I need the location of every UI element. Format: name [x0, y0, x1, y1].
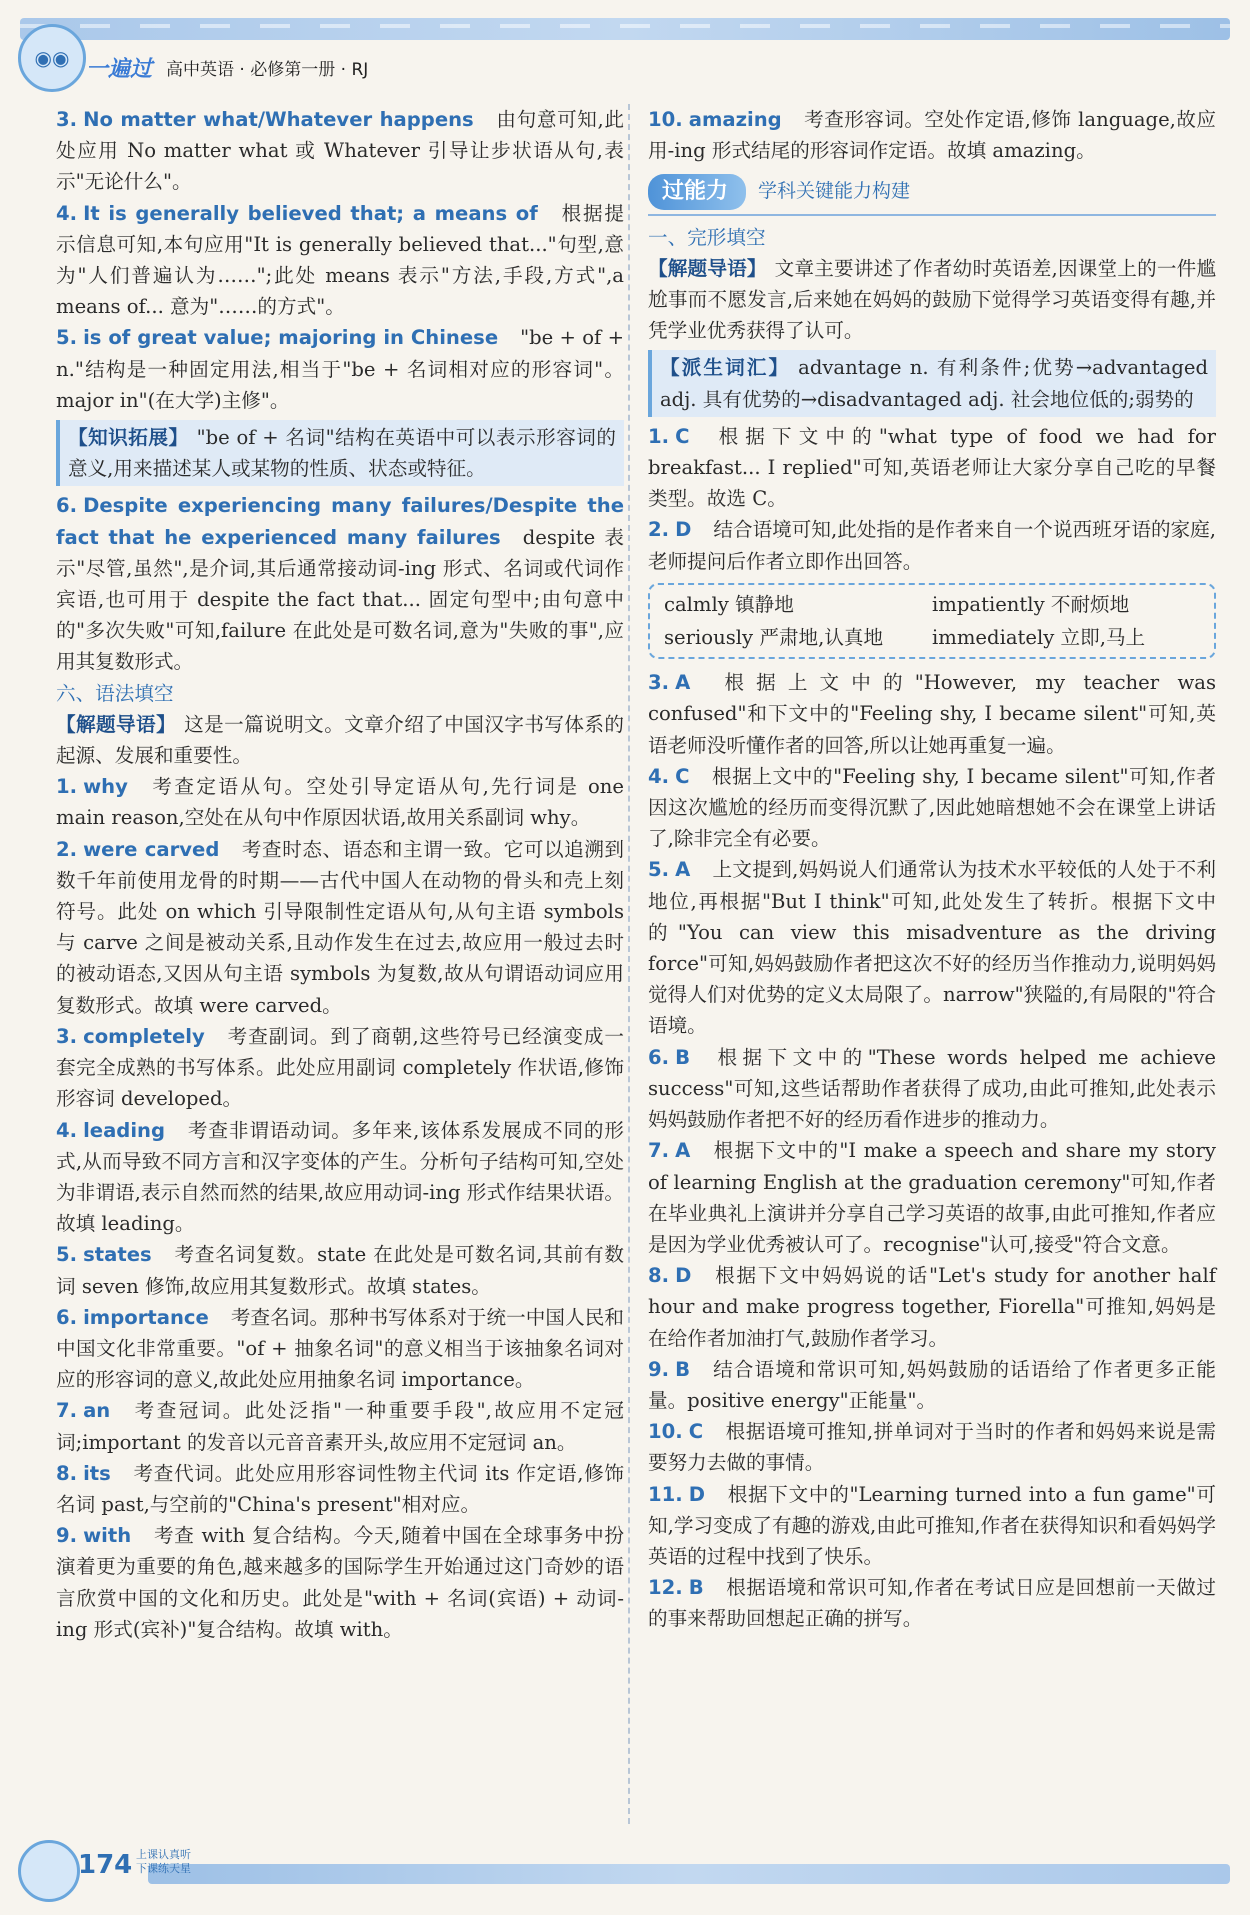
answer-item	[648, 104, 1216, 166]
item-answer: It is generally believed that; a means of	[83, 201, 538, 225]
item-number: 2.	[56, 837, 78, 861]
item-explanation: 结合语境和常识可知,妈妈鼓励的话语给了作者更多正能量。positive energy"正能量"。	[648, 1357, 1216, 1412]
item-answer: amazing	[688, 108, 782, 131]
answer-item	[648, 421, 1216, 515]
answer-item	[648, 1416, 1216, 1478]
item-explanation: 根据下文中的"what type of food we had for breakfast... I replied"可知,英语老师让大家分享自己吃的早餐类型。故选 C。	[648, 424, 1216, 511]
answer-item	[648, 1354, 1216, 1416]
answer-item	[56, 1239, 624, 1301]
item-answer: Despite experiencing many failures/Despite the fact that he experienced many failures	[56, 494, 624, 549]
right-column	[648, 104, 1216, 1635]
item-number: 3.	[56, 108, 78, 131]
item-explanation: 考查名词。那种书写体系对于统一中国人民和中国文化非常重要。"of + 抽象名词"的意义相当于该抽象名词对应的形容词的意义,故此处应用抽象名词 importance。	[56, 1305, 624, 1392]
footer-mascot-icon	[18, 1840, 80, 1902]
mascot-logo-icon: ◉◉	[18, 24, 86, 92]
item-explanation: despite 表示"尽管,虽然",是介词,其后通常接动词-ing 形式、名词或代词作宾语,也可用于 despite the fact that... 固定句型中;由句意中的"多次失败"可知,failure 在此处是可数名词,意为"失败的事",应用其复数形式。	[56, 525, 624, 674]
knowledge-tip-box	[56, 420, 624, 486]
guide-text: 这是一篇说明文。文章介绍了中国汉字书写体系的起源、发展和重要性。	[56, 712, 625, 768]
answer-item	[56, 1302, 624, 1396]
item-answer: B	[675, 1357, 691, 1381]
item-answer: an	[83, 1399, 111, 1423]
item-number: 8.	[648, 1264, 670, 1288]
answer-item	[56, 1115, 624, 1240]
item-explanation: 根据下文中妈妈说的话"Let's study for another half hour and make progress together, Fiorella"可推知,妈妈是在给作者加油打气,鼓励作者学习。	[648, 1264, 1216, 1350]
item-number: 6.	[56, 494, 78, 518]
tip-label: 【知识拓展】	[68, 426, 189, 450]
brand-title: 一遍过	[86, 56, 153, 82]
section-heading: 六、语法填空	[56, 681, 174, 705]
item-explanation: 考查副词。到了商朝,这些符号已经演变成一套完全成熟的书写体系。此处应用副词 completely 作状语,修饰形容词 developed。	[56, 1024, 624, 1111]
answer-item	[56, 834, 624, 1021]
item-answer: leading	[83, 1118, 166, 1142]
item-answer: were carved	[83, 837, 220, 861]
item-explanation: 根据提示信息可知,本句应用"It is generally believed that..."句型,意为"人们普遍认为……";此处 means 表示"方法,手段,方式",a means of... 意为"……的方式"。	[56, 201, 624, 319]
book-title: 高中英语 · 必修第一册 · RJ	[166, 59, 369, 80]
answer-item	[648, 1135, 1216, 1260]
item-answer: completely	[83, 1024, 205, 1048]
answer-item	[56, 322, 624, 416]
item-number: 9.	[648, 1357, 670, 1381]
answer-item	[56, 1021, 624, 1115]
item-answer: C	[675, 764, 690, 788]
banner-rule	[648, 214, 1216, 216]
item-explanation: 考查形容词。空处作定语,修饰 language,故应用-ing 形式结尾的形容词作定语。故填 amazing。	[648, 108, 1216, 163]
item-answer: A	[675, 671, 691, 695]
item-number: 2.	[648, 518, 670, 542]
item-number: 3.	[56, 1024, 78, 1048]
vocab-label: 【派生词汇】	[660, 356, 791, 380]
answer-item	[56, 104, 624, 198]
item-answer: No matter what/Whatever happens	[83, 108, 474, 131]
item-number: 1.	[56, 775, 78, 799]
item-number: 7.	[648, 1139, 670, 1163]
answer-item	[648, 854, 1216, 1041]
page-number: 174	[78, 1850, 133, 1880]
ability-banner	[648, 174, 1216, 209]
answer-item	[56, 1520, 624, 1645]
item-number: 1.	[648, 424, 670, 448]
vocab-text: advantage n. 有利条件;优势→advantaged adj. 具有优势的→disadvantaged adj. 社会地位低的;弱势的	[660, 356, 1208, 411]
word-entry: seriously 严肃地,认真地	[664, 626, 884, 650]
item-answer: C	[675, 424, 690, 448]
item-answer: is of great value; majoring in Chinese	[83, 326, 499, 350]
answer-item	[56, 771, 624, 833]
item-explanation: 根据上文中的"However, my teacher was confused"和下文中的"Feeling shy, I became silent"可知,英语老师没听懂作者的回答,所以让她再重复一遍。	[648, 671, 1216, 757]
item-answer: B	[675, 1045, 691, 1069]
word-entry: immediately 立即,马上	[932, 626, 1146, 650]
item-explanation: 由句意可知,此处应用 No matter what 或 Whatever 引导让步状语从句,表示"无论什么"。	[56, 108, 624, 194]
guide-paragraph	[648, 253, 1216, 347]
answer-item	[648, 667, 1216, 761]
item-number: 6.	[648, 1045, 670, 1069]
item-answer: why	[83, 775, 128, 799]
item-number: 4.	[648, 764, 670, 788]
page-header	[86, 50, 368, 84]
item-explanation: 上文提到,妈妈说人们通常认为技术水平较低的人处于不利地位,再根据"But I think"可知,此处发生了转折。根据下文中的"You can view this misadventure as the driving force"可知,妈妈鼓励作者把这次不好的经历当作推动力,说明妈妈觉得人们对优势的定义太局限了。narrow"狭隘的,有局限的"符合语境。	[648, 858, 1216, 1038]
tip-text: "be of + 名词"结构在英语中可以表示形容词的意义,用来描述某人或某物的性质、状态或特征。	[68, 426, 616, 481]
answer-item	[648, 1260, 1216, 1354]
item-number: 10.	[648, 108, 683, 131]
item-number: 8.	[56, 1461, 78, 1485]
answer-item	[56, 1458, 624, 1520]
item-answer: B	[688, 1576, 704, 1600]
item-number: 5.	[56, 326, 78, 350]
item-explanation: 考查名词复数。state 在此处是可数名词,其前有数词 seven 修饰,故应用其复数形式。故填 states。	[56, 1243, 624, 1298]
item-number: 7.	[56, 1399, 78, 1423]
item-answer: states	[83, 1243, 152, 1267]
item-number: 10.	[648, 1420, 683, 1444]
item-number: 4.	[56, 1118, 78, 1142]
item-answer: importance	[83, 1305, 209, 1329]
item-explanation: 考查 with 复合结构。今天,随着中国在全球事务中扮演着更为重要的角色,越来越多的国际学生开始通过这门奇妙的语言欣赏中国的文化和历史。此处是"with + 名词(宾语) + 动词-ing 形式(宾补)"复合结构。故填 with。	[56, 1524, 624, 1641]
item-explanation: 考查定语从句。空处引导定语从句,先行词是 one main reason,空处在从句中作原因状语,故用关系副词 why。	[56, 775, 624, 830]
guide-paragraph	[56, 709, 624, 771]
answer-item	[56, 198, 624, 323]
item-explanation: 根据下文中的"I make a speech and share my story of learning English at the graduation ceremony"可知,作者在毕业典礼上演讲并分享自己学习英语的故事,由此可推知,作者应是因为学业优秀被认可了。recognise"认可,接受"符合文意。	[648, 1139, 1216, 1256]
item-explanation: "be + of + n."结构是一种固定用法,相当于"be + 名词相对应的形容词"。major in"(在大学)主修"。	[56, 326, 625, 412]
banner-subtitle: 学科关键能力构建	[758, 180, 911, 203]
guide-label: 【解题导语】	[648, 256, 767, 280]
answer-item	[56, 490, 624, 677]
item-explanation: 考查代词。此处应用形容词性物主代词 its 作定语,修饰名词 past,与空前的"China's present"相对应。	[56, 1461, 624, 1516]
item-number: 4.	[56, 201, 78, 225]
item-explanation: 根据语境可推知,拼单词对于当时的作者和妈妈来说是需要努力去做的事情。	[648, 1420, 1216, 1475]
answer-item	[648, 1479, 1216, 1573]
item-answer: D	[675, 518, 692, 542]
answer-item	[648, 1042, 1216, 1136]
item-number: 11.	[648, 1482, 683, 1506]
item-number: 5.	[648, 858, 670, 882]
item-answer: with	[83, 1524, 132, 1548]
item-number: 6.	[56, 1305, 78, 1329]
item-number: 9.	[56, 1524, 78, 1548]
item-explanation: 根据下文中的"Learning turned into a fun game"可知,学习变成了有趣的游戏,由此可推知,作者在获得知识和看妈妈学英语的过程中找到了快乐。	[648, 1482, 1216, 1568]
guide-label: 【解题导语】	[56, 712, 177, 736]
item-explanation: 根据语境和常识可知,作者在考试日应是回想前一天做过的事来帮助回想起正确的拼写。	[648, 1576, 1216, 1631]
item-explanation: 考查冠词。此处泛指"一种重要手段",故应用不定冠词;important 的发音以元音音素开头,故应用不定冠词 an。	[56, 1399, 624, 1454]
left-column	[56, 104, 624, 1645]
item-answer: D	[675, 1264, 692, 1288]
answer-item	[648, 761, 1216, 855]
column-divider	[628, 104, 630, 1824]
top-decor-bar	[20, 18, 1230, 40]
item-answer: A	[675, 1139, 691, 1163]
item-explanation: 根据上文中的"Feeling shy, I became silent"可知,作者因这次尴尬的经历而变得沉默了,因此她暗想她不会在课堂上讲话了,除非完全有必要。	[648, 764, 1216, 851]
word-list-box	[648, 583, 1216, 659]
item-answer: C	[688, 1420, 704, 1444]
word-entry: impatiently 不耐烦地	[932, 592, 1130, 616]
banner-title: 过能力	[648, 174, 746, 209]
answer-item	[56, 1395, 624, 1457]
item-number: 3.	[648, 671, 670, 695]
footer-decor-bar	[148, 1864, 1230, 1884]
footer-slogan: 上课认真听 下课练天星	[136, 1848, 191, 1875]
item-number: 12.	[648, 1576, 683, 1600]
item-answer: its	[83, 1461, 111, 1485]
answer-item	[648, 1572, 1216, 1634]
answer-item	[648, 514, 1216, 576]
item-answer: D	[688, 1482, 705, 1506]
page-footer	[18, 1840, 1230, 1896]
item-explanation: 根据下文中的"These words helped me achieve success"可知,这些话帮助作者获得了成功,由此可推知,此处表示妈妈鼓励作者把不好的经历看作进步的推动力。	[648, 1045, 1216, 1132]
item-explanation: 结合语境可知,此处指的是作者来自一个说西班牙语的家庭,老师提问后作者立即作出回答。	[648, 518, 1216, 573]
item-number: 5.	[56, 1243, 78, 1267]
item-explanation: 考查时态、语态和主谓一致。它可以追溯到数千年前使用龙骨的时期——古代中国人在动物的骨头和壳上刻符号。此处 on which 引导限制性定语从句,从句主语 symbols 与 carve 之间是被动关系,且动作发生在过去,故应用一般过去时的被动语态,又因从句主语 symbols 为复数,故从句谓语动词应用复数形式。故填 were carved。	[56, 837, 625, 1017]
vocab-tip-box	[648, 350, 1216, 416]
item-answer: A	[675, 858, 691, 882]
section-heading: 一、完形填空	[648, 225, 766, 249]
guide-text: 文章主要讲述了作者幼时英语差,因课堂上的一件尴尬事而不愿发言,后来她在妈妈的鼓励下觉得学习英语变得有趣,并凭学业优秀获得了认可。	[648, 256, 1217, 343]
word-entry: calmly 镇静地	[664, 592, 794, 616]
item-explanation: 考查非谓语动词。多年来,该体系发展成不同的形式,从而导致不同方言和汉字变体的产生。分析句子结构可知,空处为非谓语,表示自然而然的结果,故应用动词-ing 形式作结果状语。故填 leading。	[56, 1118, 624, 1236]
